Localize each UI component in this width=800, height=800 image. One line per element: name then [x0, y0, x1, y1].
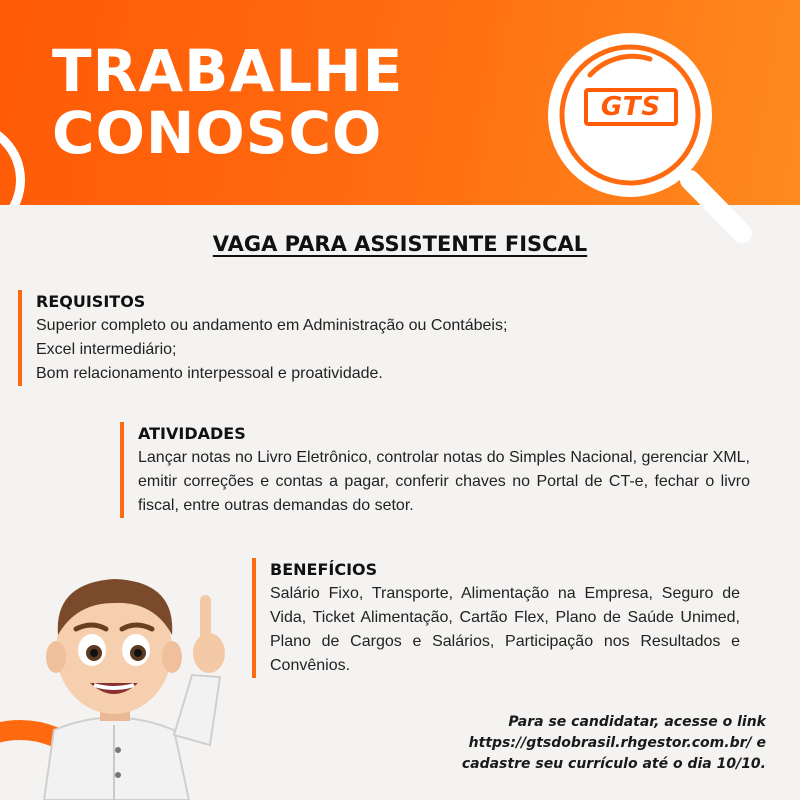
application-instructions [386, 712, 766, 775]
cta-line-1: Para se candidatar, acesse o link [508, 714, 766, 730]
requisitos-section [18, 290, 618, 386]
beneficios-text: Salário Fixo, Transporte, Alimentação na Empresa, Seguro de Vida, Ticket Alimentação, Cartão Flex, Plano de Saúde Unimed, Plano de Cargos e Salários, Participação nos Resultados e Convênios. [270, 585, 740, 674]
page-title [52, 37, 404, 167]
title-line-1: TRABALHE [52, 37, 404, 105]
requisitos-list [36, 314, 618, 386]
job-title: VAGA PARA ASSISTENTE FISCAL [212, 232, 588, 256]
beneficios-heading: BENEFÍCIOS [270, 560, 378, 579]
beneficios-section [252, 558, 740, 678]
atividades-text: Lançar notas no Livro Eletrônico, controlar notas do Simples Nacional, gerenciar XML, emitir correções e contas a pagar, conferir chaves no Portal de CT-e, fechar o livro fiscal, entre outras demandas do setor. [138, 449, 750, 514]
list-item: Excel intermediário; [36, 341, 177, 358]
title-line-2: CONOSCO [52, 99, 383, 167]
list-item: Bom relacionamento interpessoal e proatividade. [36, 365, 383, 382]
magnifying-glass-icon [530, 25, 770, 265]
gts-logo: GTS [584, 88, 678, 126]
list-item: Superior completo ou andamento em Administração ou Contábeis; [36, 317, 508, 334]
atividades-section [120, 422, 750, 518]
atividades-heading: ATIVIDADES [138, 424, 246, 443]
cta-line-3: cadastre seu currículo até o dia 10/10. [461, 756, 766, 772]
decorative-ring [0, 120, 25, 205]
cta-link[interactable]: https://gtsdobrasil.rhgestor.com.br/ e [468, 735, 766, 751]
pointing-man-avatar [14, 565, 254, 800]
requisitos-heading: REQUISITOS [36, 292, 146, 311]
